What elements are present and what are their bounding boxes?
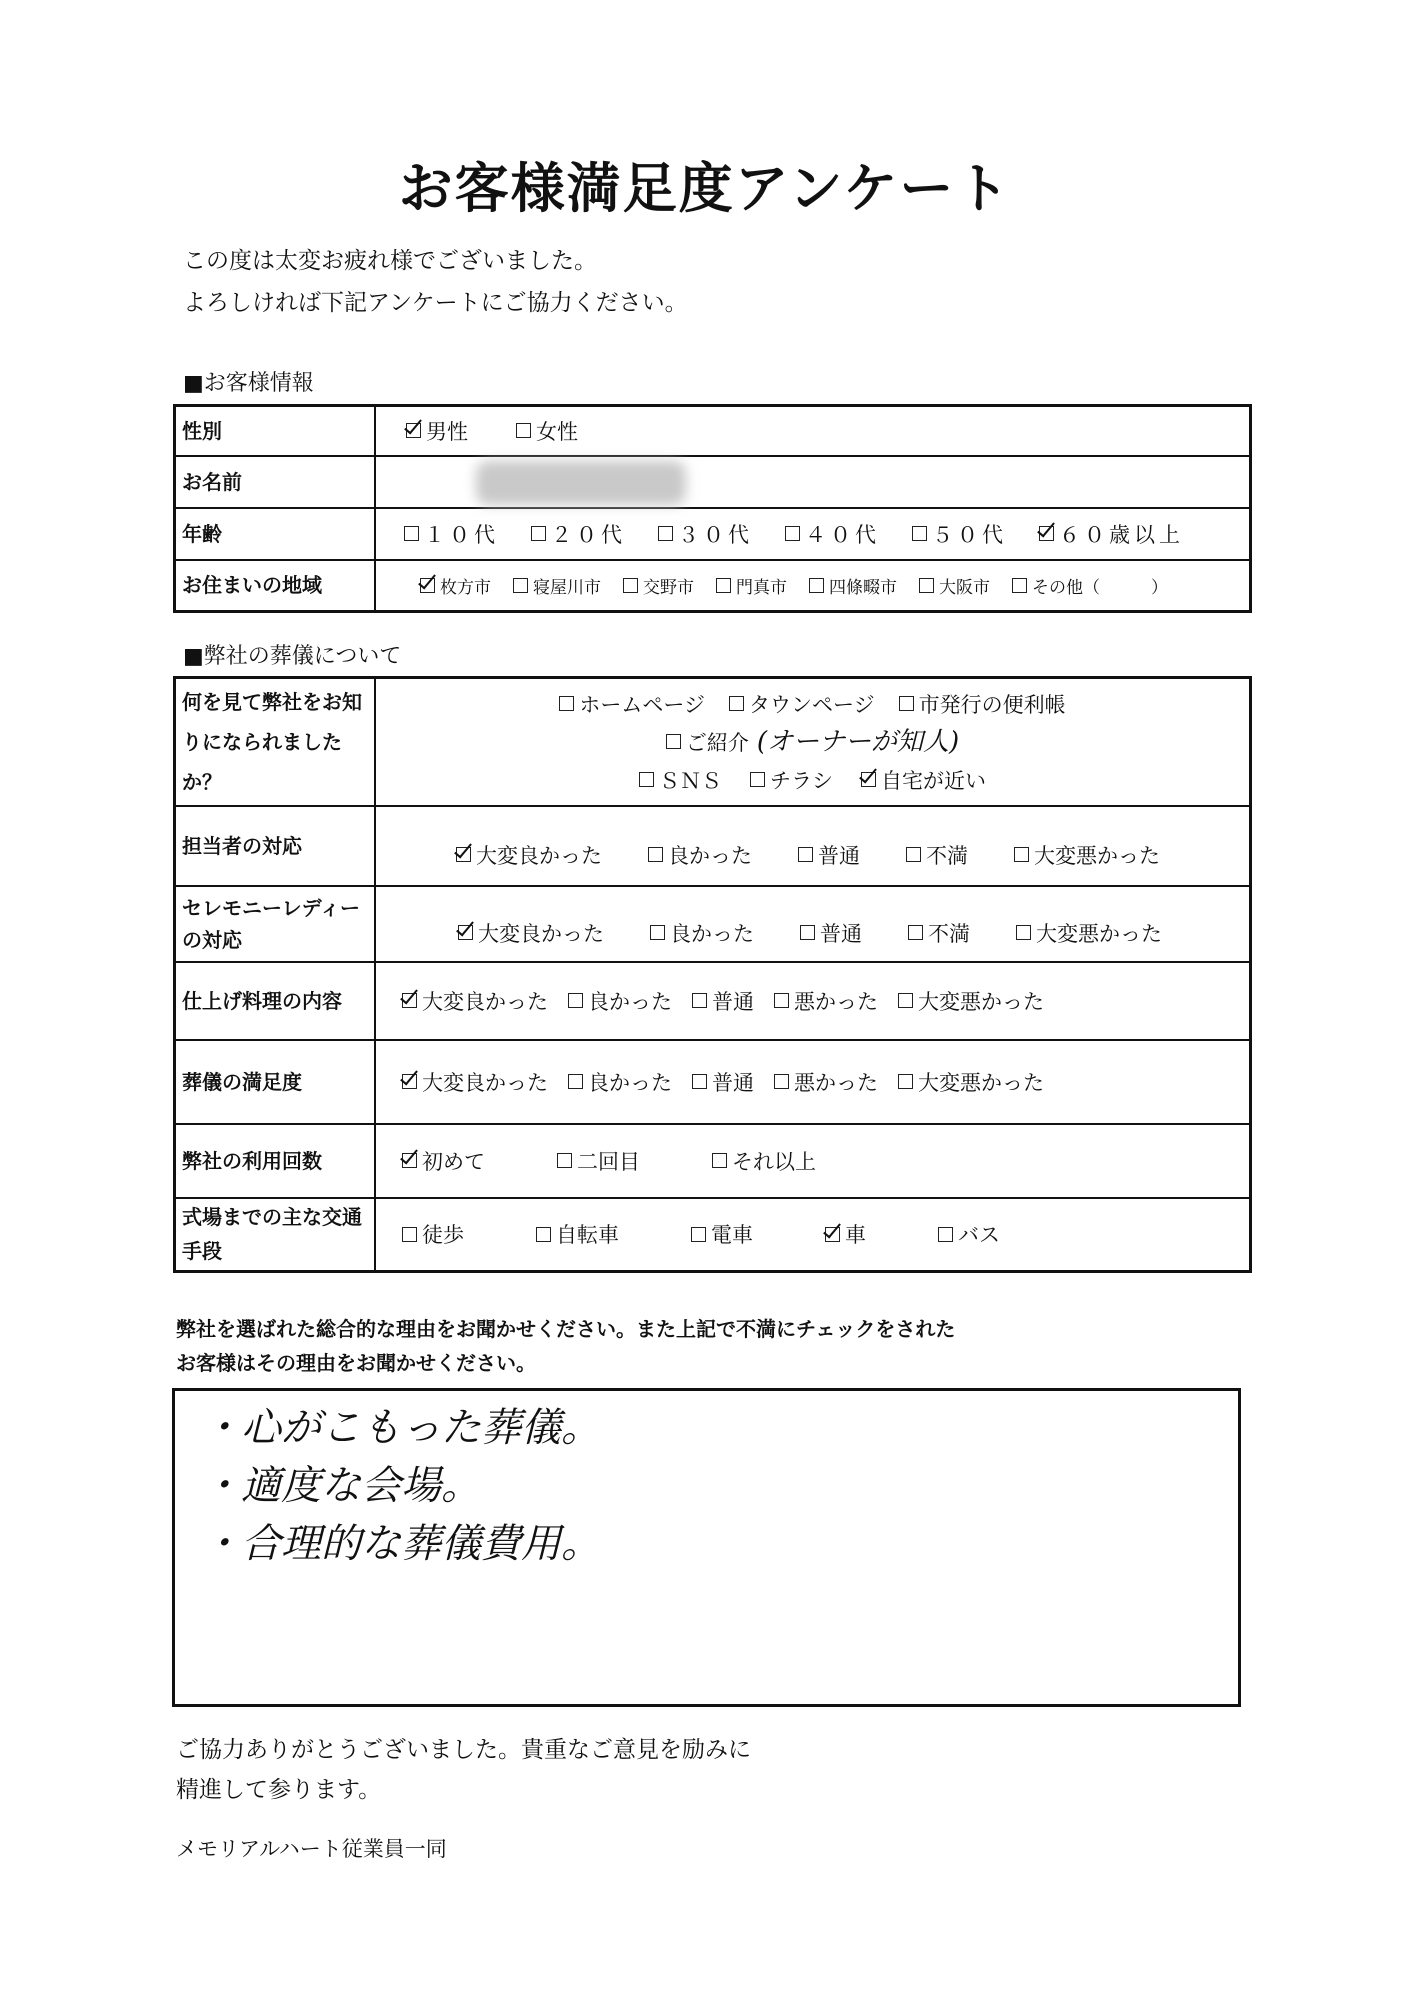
option-0[interactable]	[402, 1219, 464, 1249]
option-label: ５０代	[932, 522, 1007, 547]
option-1[interactable]	[648, 840, 752, 870]
option-2[interactable]	[899, 689, 1066, 719]
comment-box	[172, 1388, 1241, 1707]
option-label: 大変良かった	[476, 843, 602, 868]
source-label: 何を見て弊社をお知りになられましたか？	[175, 678, 376, 806]
checked-checkbox-icon[interactable]	[825, 1227, 840, 1242]
option-label: １０代	[424, 522, 499, 547]
option-0[interactable]	[404, 519, 499, 549]
option-label: 大変良かった	[422, 1070, 548, 1095]
option-label: 大変悪かった	[1034, 843, 1160, 868]
transport-label: 式場までの主な交通手段	[175, 1198, 376, 1272]
option-2[interactable]	[658, 519, 753, 549]
option-label: その他（ ）	[1032, 577, 1168, 598]
option-2[interactable]	[800, 918, 862, 948]
option-0[interactable]	[406, 416, 468, 446]
option-0[interactable]	[639, 765, 722, 795]
satisfaction-options	[376, 1067, 1249, 1097]
checkbox-icon[interactable]	[513, 578, 528, 593]
option-4[interactable]	[898, 1067, 1044, 1097]
comment-line-3: ・合理的な葬儀費用。	[201, 1521, 601, 1567]
checkbox-icon[interactable]	[568, 993, 583, 1008]
option-label: タウンページ	[749, 692, 875, 717]
checkbox-icon[interactable]	[650, 925, 665, 940]
staff-label: 担当者の対応	[175, 806, 376, 886]
option-0[interactable]	[402, 1067, 548, 1097]
option-5[interactable]	[1039, 519, 1184, 549]
option-label: チラシ	[770, 768, 833, 793]
staff-options	[376, 822, 1249, 870]
checked-checkbox-icon[interactable]	[402, 1074, 417, 1089]
option-label: ご紹介	[685, 730, 749, 755]
checkbox-icon[interactable]	[639, 772, 654, 787]
option-label: 初めて	[422, 1149, 485, 1174]
option-label: ３０代	[678, 522, 753, 547]
option-label: 不満	[926, 843, 968, 868]
comment-line-2: ・適度な会場。	[201, 1463, 481, 1509]
checkbox-icon[interactable]	[692, 1074, 707, 1089]
checkbox-icon[interactable]	[809, 578, 824, 593]
checkbox-icon[interactable]	[1012, 578, 1027, 593]
checkbox-icon[interactable]	[1014, 847, 1029, 862]
source-options-row-1	[376, 689, 1249, 719]
option-label: 徒歩	[422, 1223, 464, 1248]
customer-info-table	[173, 404, 1252, 613]
usage-options	[376, 1146, 1249, 1176]
option-label: 電車	[711, 1223, 753, 1248]
option-label: 良かった	[668, 843, 752, 868]
option-0[interactable]	[402, 986, 548, 1016]
checkbox-icon[interactable]	[666, 734, 681, 749]
option-label: 悪かった	[794, 1070, 878, 1095]
checkbox-icon[interactable]	[516, 423, 531, 438]
option-label: 普通	[820, 921, 862, 946]
checkbox-icon[interactable]	[912, 526, 927, 541]
checkbox-icon[interactable]	[568, 1074, 583, 1089]
source-options-row-2	[666, 727, 749, 757]
option-1[interactable]	[650, 918, 754, 948]
intro-line-2: よろしければ下記アンケートにご協力ください。	[183, 290, 688, 316]
checkbox-icon[interactable]	[898, 993, 913, 1008]
gender-label: 性別	[175, 406, 376, 456]
option-4[interactable]	[898, 986, 1044, 1016]
checkbox-icon[interactable]	[798, 847, 813, 862]
lady-label: セレモニーレディーの対応	[175, 886, 376, 962]
option-label: 普通	[818, 843, 860, 868]
age-label: 年齢	[175, 508, 376, 560]
checkbox-icon[interactable]	[559, 696, 574, 711]
option-4[interactable]	[912, 519, 1007, 549]
footer-line-1: ご協力ありがとうございました。貴重なご意見を励みに	[176, 1737, 751, 1763]
option-1[interactable]	[568, 986, 672, 1016]
comment-line-1: ・心がこもった葬儀。	[201, 1405, 601, 1451]
checkbox-icon[interactable]	[691, 1227, 706, 1242]
option-1[interactable]	[557, 1146, 640, 1176]
option-label: 大変悪かった	[918, 989, 1044, 1014]
checkbox-icon[interactable]	[712, 1153, 727, 1168]
question-line-1: 弊社を選ばれた総合的な理由をお聞かせください。また上記で不満にチェックをされた	[176, 1317, 956, 1341]
usage-label: 弊社の利用回数	[175, 1124, 376, 1198]
option-label: 良かった	[588, 989, 672, 1014]
option-label: 普通	[712, 989, 754, 1014]
option-5[interactable]	[919, 573, 990, 598]
transport-options	[376, 1219, 1249, 1249]
option-label: 交野市	[643, 577, 694, 598]
option-label: ４０代	[805, 522, 880, 547]
option-0[interactable]	[420, 573, 491, 598]
checkbox-icon[interactable]	[402, 1227, 417, 1242]
option-1[interactable]	[536, 1219, 619, 1249]
age-options	[376, 519, 1249, 549]
checkbox-icon[interactable]	[557, 1153, 572, 1168]
option-3[interactable]	[906, 840, 968, 870]
option-label: 寝屋川市	[533, 577, 601, 598]
area-options	[376, 573, 1249, 598]
option-label: 大変悪かった	[918, 1070, 1044, 1095]
option-label: 大変悪かった	[1036, 921, 1162, 946]
checkbox-icon[interactable]	[919, 578, 934, 593]
option-label: バス	[958, 1223, 1000, 1248]
checkbox-icon[interactable]	[623, 578, 638, 593]
option-1[interactable]	[750, 765, 833, 795]
checkbox-icon[interactable]	[938, 1227, 953, 1242]
option-3[interactable]	[908, 918, 970, 948]
area-label: お住まいの地域	[175, 560, 376, 612]
option-label: 自宅が近い	[881, 768, 986, 793]
checkbox-icon[interactable]	[648, 847, 663, 862]
option-3[interactable]	[825, 1219, 866, 1249]
checked-checkbox-icon[interactable]	[1039, 526, 1054, 541]
option-label: それ以上	[732, 1149, 816, 1174]
checked-checkbox-icon[interactable]	[406, 423, 421, 438]
option-label: ２０代	[551, 522, 626, 547]
checkbox-icon[interactable]	[774, 1074, 789, 1089]
section-heading-customer: ■お客様情報	[183, 371, 314, 396]
checked-checkbox-icon[interactable]	[402, 993, 417, 1008]
option-1[interactable]	[513, 573, 601, 598]
checkbox-icon[interactable]	[800, 925, 815, 940]
funeral-info-table	[173, 676, 1252, 1273]
option-label: 大変良かった	[422, 989, 548, 1014]
option-label: ＳＮＳ	[659, 768, 722, 793]
option-3[interactable]	[716, 573, 787, 598]
source-options-row-3	[376, 765, 1249, 795]
option-label: 二回目	[577, 1149, 640, 1174]
option-0[interactable]	[666, 727, 749, 757]
intro-line-1: この度は太変お疲れ様でございました。	[183, 248, 597, 274]
checkbox-icon[interactable]	[536, 1227, 551, 1242]
checkbox-icon[interactable]	[729, 696, 744, 711]
checkbox-icon[interactable]	[906, 847, 921, 862]
satisfaction-label: 葬儀の満足度	[175, 1040, 376, 1124]
redacted-name	[476, 461, 686, 505]
option-6[interactable]	[1012, 573, 1168, 598]
option-label: 大阪市	[939, 577, 990, 598]
checkbox-icon[interactable]	[785, 526, 800, 541]
option-2[interactable]	[692, 1067, 754, 1097]
checkbox-icon[interactable]	[692, 993, 707, 1008]
food-label: 仕上げ料理の内容	[175, 962, 376, 1040]
source-handwritten-note: (オーナーが知人)	[756, 726, 960, 757]
checkbox-icon[interactable]	[908, 925, 923, 940]
option-label: 普通	[712, 1070, 754, 1095]
option-0[interactable]	[402, 1146, 485, 1176]
checkbox-icon[interactable]	[531, 526, 546, 541]
checkbox-icon[interactable]	[898, 1074, 913, 1089]
option-2[interactable]	[692, 986, 754, 1016]
option-label: 車	[845, 1223, 866, 1248]
gender-options	[376, 416, 1249, 446]
option-3[interactable]	[774, 986, 878, 1016]
checked-checkbox-icon[interactable]	[456, 847, 471, 862]
checkbox-icon[interactable]	[404, 526, 419, 541]
option-label: 自転車	[556, 1223, 619, 1248]
option-2[interactable]	[712, 1146, 816, 1176]
option-label: 良かった	[670, 921, 754, 946]
checkbox-icon[interactable]	[658, 526, 673, 541]
option-2[interactable]	[623, 573, 694, 598]
signature: メモリアルハート従業員一同	[176, 1837, 447, 1861]
name-label: お名前	[175, 456, 376, 508]
option-1[interactable]	[568, 1067, 672, 1097]
section-heading-funeral: ■弊社の葬儀について	[183, 644, 402, 669]
question-line-2: お客様はその理由をお聞かせください。	[176, 1351, 536, 1375]
page-title: お客様満足度アンケート	[398, 157, 1012, 220]
option-1[interactable]	[516, 416, 578, 446]
option-3[interactable]	[785, 519, 880, 549]
option-4[interactable]	[938, 1219, 1000, 1249]
option-label: 良かった	[588, 1070, 672, 1095]
option-label: 四條畷市	[829, 577, 897, 598]
option-label: 市発行の便利帳	[918, 692, 1066, 717]
option-label: 悪かった	[794, 989, 878, 1014]
option-2[interactable]	[861, 765, 986, 795]
food-options	[376, 986, 1249, 1016]
option-0[interactable]	[559, 689, 705, 719]
option-label: 大変良かった	[478, 921, 604, 946]
checkbox-icon[interactable]	[750, 772, 765, 787]
option-label: 枚方市	[440, 577, 491, 598]
option-0[interactable]	[458, 918, 604, 948]
footer-line-2: 精進して参ります。	[176, 1777, 382, 1803]
option-label: 女性	[536, 419, 578, 444]
checkbox-icon[interactable]	[899, 696, 914, 711]
option-4[interactable]	[1014, 840, 1160, 870]
option-4[interactable]	[1016, 918, 1162, 948]
checkbox-icon[interactable]	[1016, 925, 1031, 940]
checked-checkbox-icon[interactable]	[861, 772, 876, 787]
checked-checkbox-icon[interactable]	[458, 925, 473, 940]
checked-checkbox-icon[interactable]	[420, 578, 435, 593]
option-1[interactable]	[729, 689, 875, 719]
option-label: 門真市	[736, 577, 787, 598]
option-label: ６０歳以上	[1059, 522, 1184, 547]
option-2[interactable]	[691, 1219, 753, 1249]
option-2[interactable]	[798, 840, 860, 870]
checkbox-icon[interactable]	[716, 578, 731, 593]
option-label: ホームページ	[579, 692, 705, 717]
lady-options	[376, 900, 1249, 948]
option-3[interactable]	[774, 1067, 878, 1097]
checked-checkbox-icon[interactable]	[402, 1153, 417, 1168]
checkbox-icon[interactable]	[774, 993, 789, 1008]
option-4[interactable]	[809, 573, 897, 598]
option-label: 男性	[426, 419, 468, 444]
option-label: 不満	[928, 921, 970, 946]
option-1[interactable]	[531, 519, 626, 549]
option-0[interactable]	[456, 840, 602, 870]
